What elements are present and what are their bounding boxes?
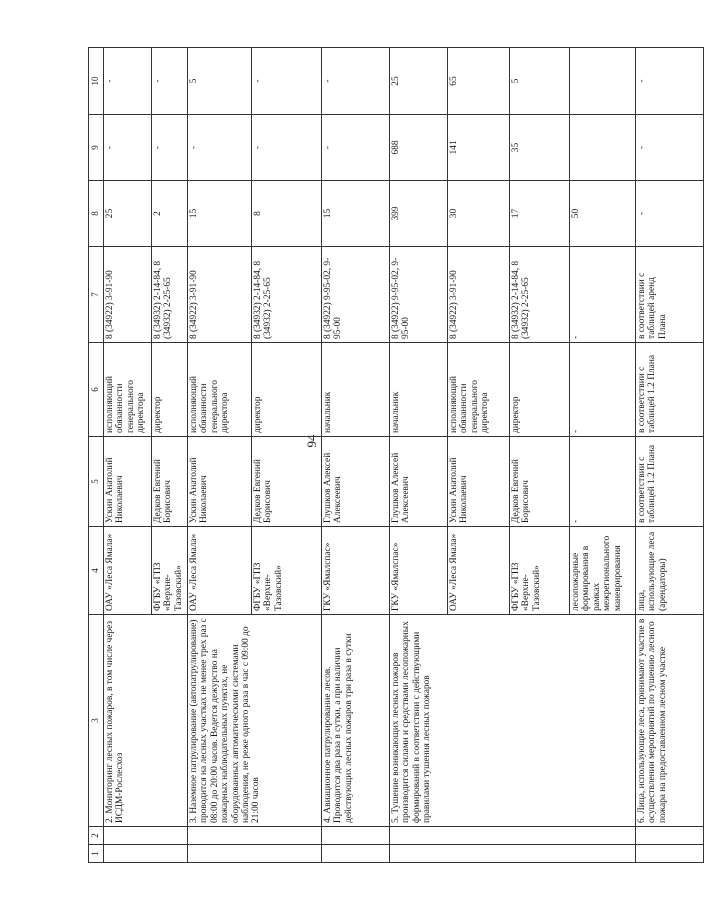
column-number: 7 xyxy=(89,247,104,343)
col9-value: - xyxy=(104,115,152,181)
col9-value: 141 xyxy=(448,115,510,181)
col9-value: 688 xyxy=(390,115,448,181)
col10-value: 25 xyxy=(390,48,448,115)
col1-cell xyxy=(390,845,636,863)
col1-cell xyxy=(188,845,322,863)
col9-value: 35 xyxy=(510,115,570,181)
col10-value xyxy=(570,48,636,115)
col10-value: 5 xyxy=(510,48,570,115)
col10-value: - xyxy=(252,48,322,115)
column-number: 9 xyxy=(89,115,104,181)
phone-cell: 8 (34932) 2-14-84, 8 (34932) 2-25-65 xyxy=(252,247,322,343)
organization-cell: ОАУ «Леса Ямала» xyxy=(104,527,152,615)
column-number: 10 xyxy=(89,48,104,115)
fire-plan-table xyxy=(88,47,704,863)
col8-value: 17 xyxy=(510,181,570,247)
col2-cell xyxy=(322,827,390,845)
position-cell: исполняющий обязанности генерального директора xyxy=(448,343,510,437)
measure-cell: 3. Наземное патрулирование (автопатрулирование) проводится на лесных участках не менее трех раз с 08:00 до 20:00 часов. Ведется дежурство на пожарных наблюдательных пунктах, не оборудованных автоматическими системами наблюдения, не реже одного раза в час с 09:00 до 21:00 часов xyxy=(188,615,322,827)
position-cell: - xyxy=(570,343,636,437)
col8-value: 2 xyxy=(152,181,188,247)
phone-cell: 8 (34932) 2-14-84, 8 (34932) 2-25-65 xyxy=(152,247,188,343)
col10-value: - xyxy=(636,48,704,115)
col8-value: 15 xyxy=(322,181,390,247)
col8-value: - xyxy=(636,181,704,247)
column-number: 1 xyxy=(89,845,104,863)
table-row xyxy=(188,48,252,863)
rotated-table-wrapper xyxy=(88,48,668,863)
col9-value: - xyxy=(188,115,252,181)
organization-cell: ГКУ «Ямалспас» xyxy=(322,527,390,615)
column-number: 6 xyxy=(89,343,104,437)
col1-cell xyxy=(322,845,390,863)
organization-cell: лица, использующие леса (арендаторы) xyxy=(636,527,704,615)
column-number: 4 xyxy=(89,527,104,615)
phone-cell: 8 (34922) 3-91-90 xyxy=(104,247,152,343)
col2-cell xyxy=(636,827,704,845)
measure-cell: 2. Мониторинг лесных пожаров, в том числе через ИСДМ-Рослесхоз xyxy=(104,615,188,827)
col1-cell xyxy=(104,845,188,863)
organization-cell: ГКУ «Ямалспас» xyxy=(390,527,448,615)
col9-value: - xyxy=(636,115,704,181)
responsible-person-cell: Глушков Алексей Алексеевич xyxy=(322,437,390,527)
responsible-person-cell: Дедков Евгений Борисович xyxy=(510,437,570,527)
table-row xyxy=(636,48,704,863)
col2-cell xyxy=(390,827,636,845)
organization-cell: ФГБУ «ГПЗ «Верхне-Тазовский» xyxy=(510,527,570,615)
position-cell: в соответствии с таблицей 1.2 Плана xyxy=(636,343,704,437)
col9-value xyxy=(570,115,636,181)
col9-value: - xyxy=(252,115,322,181)
measure-cell: 6. Лица, использующие леса, принимают участие в осуществлении мероприятий по тушению лесного пожара на предоставленном лесном участке xyxy=(636,615,704,827)
phone-cell: 8 (34922) 9-95-02, 9-95-00 xyxy=(322,247,390,343)
responsible-person-cell: Глушков Алексей Алексеевич xyxy=(390,437,448,527)
col1-cell xyxy=(636,845,704,863)
col10-value: - xyxy=(152,48,188,115)
column-number: 8 xyxy=(89,181,104,247)
col10-value: - xyxy=(322,48,390,115)
measure-cell: 4. Авиационное патрулирование лесов. Проводится два раза в сутки, а при наличии действующих лесных пожаров три раза в сутки xyxy=(322,615,390,827)
phone-cell: 8 (34922) 3-91-90 xyxy=(188,247,252,343)
column-number: 5 xyxy=(89,437,104,527)
phone-cell: 8 (34922) 9-95-02, 9-95-00 xyxy=(390,247,448,343)
position-cell: начальник xyxy=(322,343,390,437)
responsible-person-cell: Ускин Анатолий Николаевич xyxy=(104,437,152,527)
col2-cell xyxy=(188,827,322,845)
position-cell: начальник xyxy=(390,343,448,437)
col8-value: 15 xyxy=(188,181,252,247)
col9-value: - xyxy=(152,115,188,181)
position-cell: исполняющий обязанности генерального директора xyxy=(104,343,152,437)
responsible-person-cell: Дедков Евгений Борисович xyxy=(152,437,188,527)
document-page xyxy=(88,48,668,863)
position-cell: директор xyxy=(152,343,188,437)
page-number: 94 xyxy=(304,434,319,448)
responsible-person-cell: Дедков Евгений Борисович xyxy=(252,437,322,527)
table-row xyxy=(390,48,448,863)
table-row xyxy=(104,48,152,863)
organization-cell: ОАУ «Леса Ямала» xyxy=(448,527,510,615)
column-number: 3 xyxy=(89,615,104,827)
col10-value: 65 xyxy=(448,48,510,115)
responsible-person-cell: Ускин Анатолий Николаевич xyxy=(188,437,252,527)
responsible-person-cell: - xyxy=(570,437,636,527)
position-cell: исполняющий обязанности генерального директора xyxy=(188,343,252,437)
col9-value: - xyxy=(322,115,390,181)
responsible-person-cell: Ускин Анатолий Николаевич xyxy=(448,437,510,527)
phone-cell: 8 (34922) 3-91-90 xyxy=(448,247,510,343)
organization-cell: ФГБУ «ГПЗ «Верхне-Тазовский» xyxy=(252,527,322,615)
phone-cell: - xyxy=(570,247,636,343)
position-cell: директор xyxy=(252,343,322,437)
col10-value: 5 xyxy=(188,48,252,115)
organization-cell: лесопожарные формирования в рамках межрегионального маневрирования xyxy=(570,527,636,615)
col8-value: 50 xyxy=(570,181,636,247)
position-cell: директор xyxy=(510,343,570,437)
phone-cell: 8 (34932) 2-14-84, 8 (34932) 2-25-65 xyxy=(510,247,570,343)
col8-value: 30 xyxy=(448,181,510,247)
col8-value: 399 xyxy=(390,181,448,247)
col2-cell xyxy=(104,827,188,845)
column-number: 2 xyxy=(89,827,104,845)
column-number-row xyxy=(89,48,104,863)
measure-cell: 5. Тушение возникающих лесных пожаров производится силами и средствами лесопожарных формирований в соответствии с действующими правилами тушения лесных пожаров xyxy=(390,615,636,827)
col8-value: 25 xyxy=(104,181,152,247)
col10-value: - xyxy=(104,48,152,115)
col8-value: 8 xyxy=(252,181,322,247)
responsible-person-cell: в соответствии с таблицей 1.2 Плана xyxy=(636,437,704,527)
organization-cell: ОАУ «Леса Ямала» xyxy=(188,527,252,615)
phone-cell: в соответствии с таблицей аренд Плана xyxy=(636,247,704,343)
organization-cell: ФГБУ «ГПЗ «Верхне-Тазовский» xyxy=(152,527,188,615)
table-row xyxy=(322,48,390,863)
